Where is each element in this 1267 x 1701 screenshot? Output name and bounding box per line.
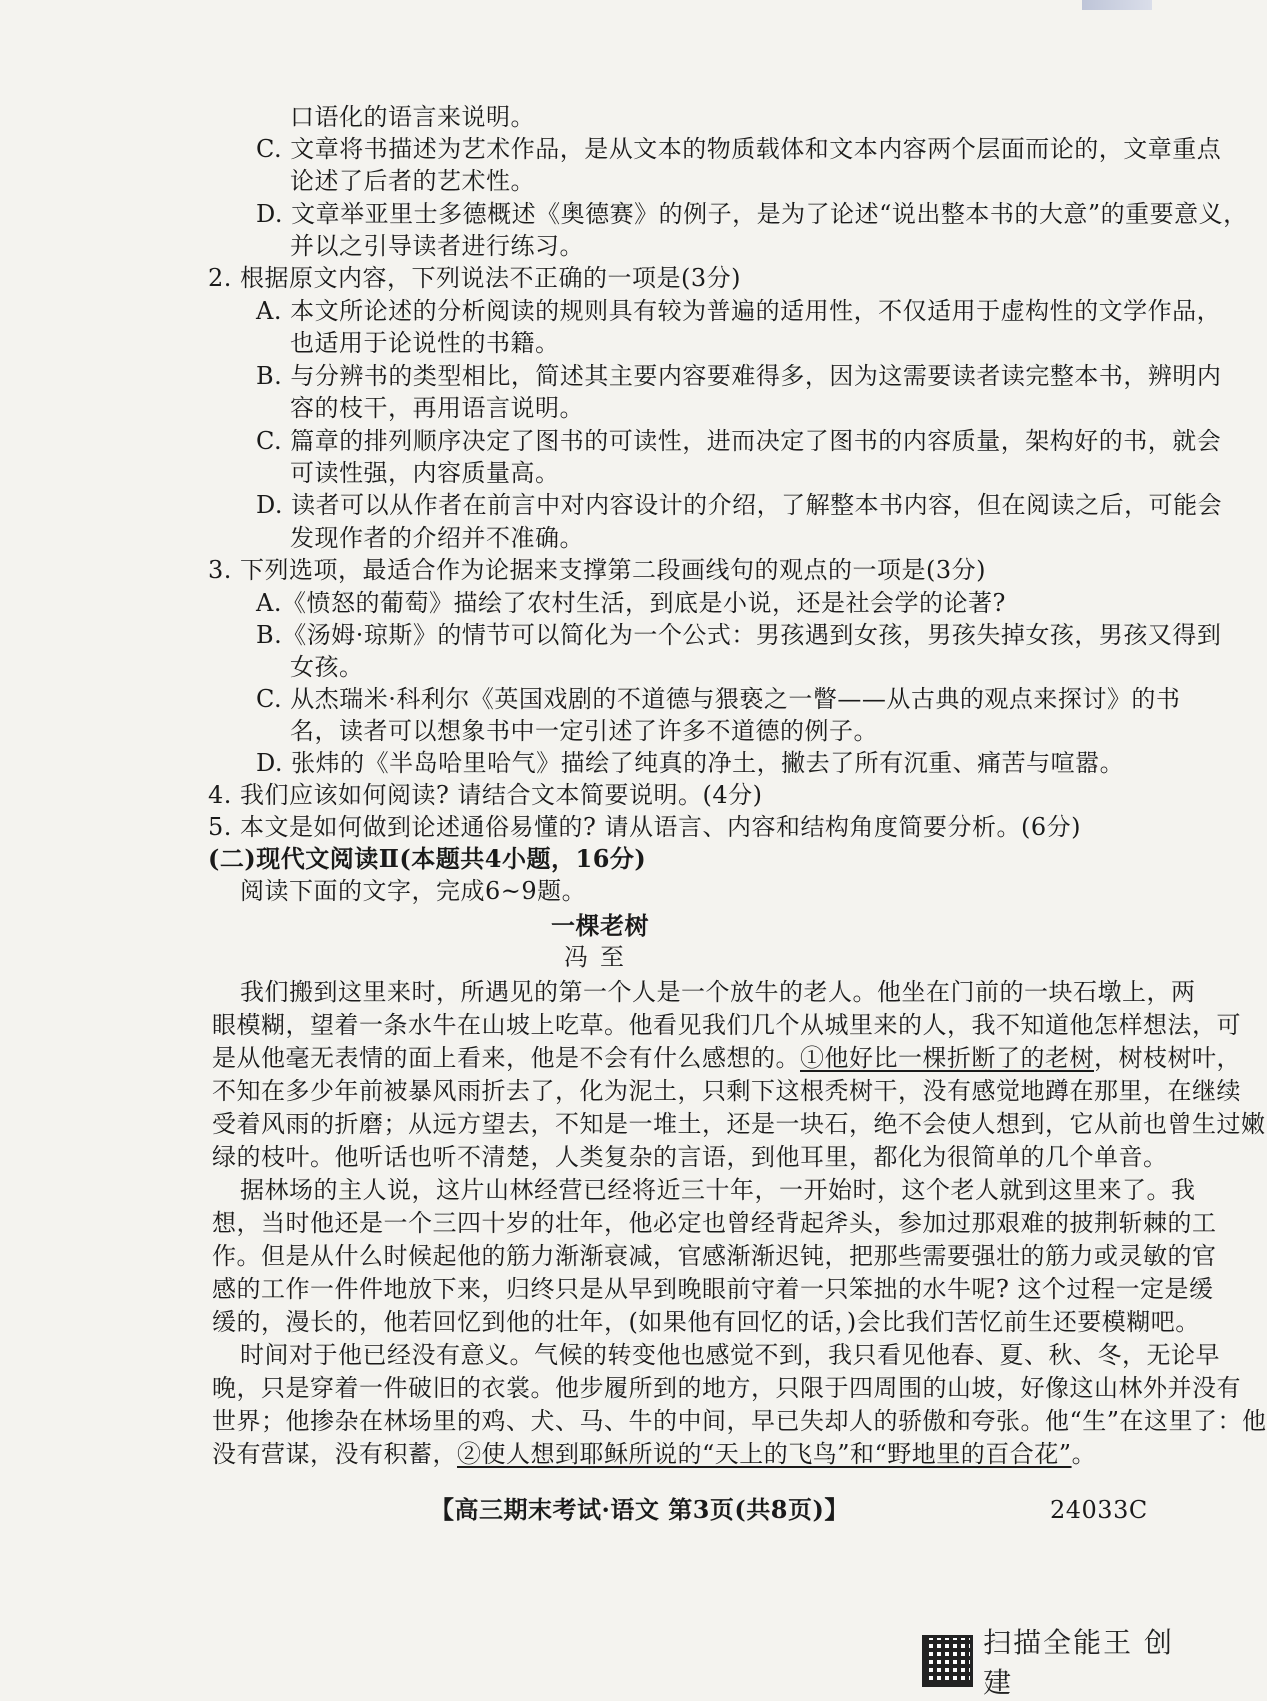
question-4: 4. 我们应该如何阅读? 请结合文本简要说明。(4分) (208, 781, 763, 809)
q1-option-c-line1: C. 文章将书描述为艺术作品，是从文本的物质载体和文本内容两个层面而论的，文章重点 (256, 135, 1222, 163)
q2-option-c-line2: 可读性强，内容质量高。 (290, 459, 560, 487)
question-2: 2. 根据原文内容，下列说法不正确的一项是(3分) (208, 264, 742, 292)
option-b-continued: 口语化的语言来说明。 (290, 103, 535, 131)
q2-option-b-line2: 容的枝干，再用语言说明。 (290, 394, 584, 422)
para3-line4 (212, 1437, 1096, 1471)
para3-line1: 时间对于他已经没有意义。气候的转变他也感觉不到，我只看见他春、夏、秋、冬，无论早 (240, 1341, 1220, 1369)
underlined-sentence-2: ②使人想到耶稣所说的“天上的飞鸟”和“野地里的百合花” (457, 1440, 1072, 1468)
q3-option-b-line1: B.《汤姆·琼斯》的情节可以简化为一个公式：男孩遇到女孩，男孩失掉女孩，男孩又得到 (256, 621, 1222, 649)
q1-option-d-line2: 并以之引导读者进行练习。 (290, 232, 584, 260)
q3-option-c-line1: C. 从杰瑞米·科利尔《英国戏剧的不道德与猥亵之一瞥——从古典的观点来探讨》的书 (256, 685, 1181, 713)
para1-line1: 我们搬到这里来时，所遇见的第一个人是一个放牛的老人。他坐在门前的一块石墩上，两 (240, 978, 1196, 1006)
q2-option-b-line1: B. 与分辨书的类型相比，简述其主要内容要难得多，因为这需要读者读完整本书，辨明内 (256, 362, 1222, 390)
q2-option-a-line1: A. 本文所论述的分析阅读的规则具有较为普遍的适用性，不仅适用于虚构性的文学作品， (256, 297, 1222, 325)
para3-line4-tail: 。 (1071, 1440, 1097, 1468)
reading-instruction: 阅读下面的文字，完成6~9题。 (240, 877, 587, 905)
para1-line3-text: 是从他毫无表情的面上看来，他是不会有什么感想的。 (212, 1044, 800, 1072)
underlined-sentence-1: ①他好比一棵折断了的老树 (800, 1044, 1094, 1072)
q2-option-a-line2: 也适用于论说性的书籍。 (290, 329, 560, 357)
q2-option-d-line2: 发现作者的介绍并不准确。 (290, 524, 584, 552)
section-heading: (二)现代文阅读Ⅱ(本题共4小题，16分) (208, 844, 647, 873)
scanner-watermark-text: 扫描全能王 创建 (983, 1626, 1175, 1699)
article-title: 一棵老树 (551, 911, 649, 940)
q3-option-b-line2: 女孩。 (290, 653, 364, 681)
q3-option-c-line2: 名，读者可以想象书中一定引述了许多不道德的例子。 (290, 717, 878, 745)
para2-line5: 缓的，漫长的，他若回忆到他的壮年，(如果他有回忆的话，)会比我们苦忆前生还要模糊吧。 (212, 1308, 1200, 1336)
para1-line5: 受着风雨的折磨；从远方望去，不知是一堆土，还是一块石，绝不会使人想到，它从前也曾生过嫩 (212, 1110, 1266, 1138)
q1-option-c-line2: 论述了后者的艺术性。 (290, 167, 535, 195)
para2-line1: 据林场的主人说，这片山林经营已经将近三十年，一开始时，这个老人就到这里来了。我 (240, 1176, 1196, 1204)
corner-scan-mark (1082, 0, 1152, 10)
para1-line6: 绿的枝叶。他听话也听不清楚，人类复杂的言语，到他耳里，都化为很简单的几个单音。 (212, 1143, 1168, 1171)
para1-line3 (212, 1041, 1241, 1075)
para2-line4: 感的工作一件件地放下来，归终只是从早到晚眼前守着一只笨拙的水牛呢? 这个过程一定是缓 (212, 1275, 1214, 1303)
q1-option-d-line1: D. 文章举亚里士多德概述《奥德赛》的例子，是为了论述“说出整本书的大意”的重要意义， (256, 200, 1248, 228)
scanner-watermark (922, 1626, 1200, 1699)
para3-line2: 晚，只是穿着一件破旧的衣裳。他步履所到的地方，只限于四周围的山坡，好像这山林外并没有 (212, 1374, 1241, 1402)
para2-line2: 想，当时他还是一个三四十岁的壮年，他必定也曾经背起斧头，参加过那艰难的披荆斩棘的工 (212, 1209, 1217, 1237)
qr-code-icon (922, 1635, 973, 1687)
q2-option-d-line1: D. 读者可以从作者在前言中对内容设计的介绍，了解整本书内容，但在阅读之后，可能会 (256, 491, 1223, 519)
q3-option-a: A.《愤怒的葡萄》描绘了农村生活，到底是小说，还是社会学的论著? (256, 589, 1006, 617)
exam-code: 24033C (1050, 1496, 1148, 1524)
para1-line2: 眼模糊，望着一条水牛在山坡上吃草。他看见我们几个从城里来的人，我不知道他怎样想法，可 (212, 1011, 1241, 1039)
para2-line3: 作。但是从什么时候起他的筋力渐渐衰减，官感渐渐迟钝，把那些需要强壮的筋力或灵敏的官 (212, 1242, 1217, 1270)
page-footer: 【高三期末考试·语文 第3页(共8页)】 (430, 1495, 849, 1524)
q3-option-d: D. 张炜的《半岛哈里哈气》描绘了纯真的净土，撇去了所有沉重、痛苦与喧嚣。 (256, 749, 1125, 777)
para3-line3: 世界；他掺杂在林场里的鸡、犬、马、牛的中间，早已失却人的骄傲和夸张。他“生”在这里了：他 (212, 1407, 1267, 1435)
para1-line3-tail: ，树枝树叶， (1094, 1044, 1241, 1072)
para3-line4-text: 没有营谋，没有积蓄， (212, 1440, 457, 1468)
q2-option-c-line1: C. 篇章的排列顺序决定了图书的可读性，进而决定了图书的内容质量，架构好的书，就会 (256, 427, 1222, 455)
article-author: 冯至 (564, 943, 636, 971)
question-5: 5. 本文是如何做到论述通俗易懂的? 请从语言、内容和结构角度简要分析。(6分) (208, 813, 1082, 841)
para1-line4: 不知在多少年前被暴风雨折去了，化为泥土，只剩下这根秃树干，没有感觉地蹲在那里，在继续 (212, 1077, 1241, 1105)
question-3: 3. 下列选项，最适合作为论据来支撑第二段画线句的观点的一项是(3分) (208, 556, 987, 584)
